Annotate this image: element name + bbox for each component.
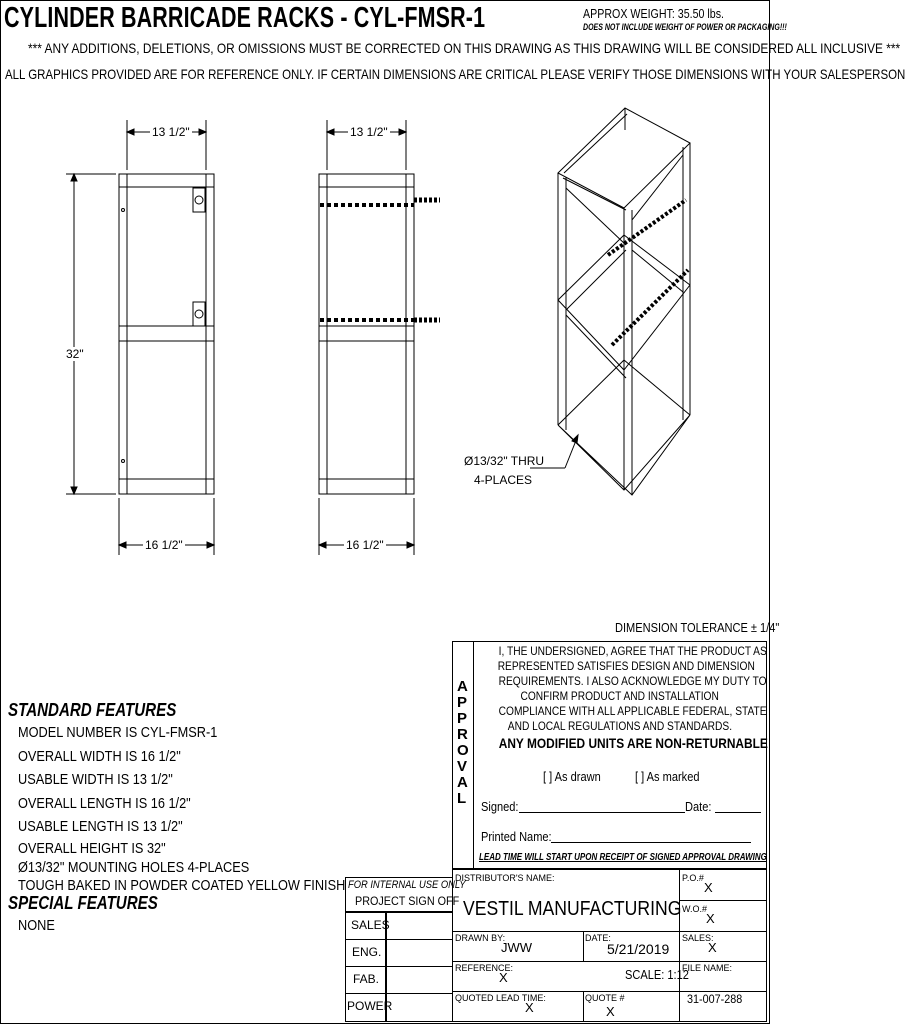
signoff-row-eng: ENG. xyxy=(352,945,382,959)
signoff-row-fab: FAB. xyxy=(353,972,380,986)
as-drawn-checkbox[interactable]: [ ] As drawn xyxy=(543,769,601,784)
approval-letter: V xyxy=(457,758,468,775)
drawn-by-label: DRAWN BY: xyxy=(455,933,506,943)
front-view xyxy=(119,174,214,494)
file-name: 31-007-288 xyxy=(687,992,743,1006)
statement-line: REPRESENTED SATISFIES DESIGN AND DIMENSION xyxy=(497,659,755,673)
wo-label: W.O.# xyxy=(682,904,708,914)
side-bottom-width-dim: 16 1/2" xyxy=(346,538,384,552)
feature-item: MODEL NUMBER IS CYL-FMSR-1 xyxy=(18,724,218,741)
standard-features-heading: STANDARD FEATURES xyxy=(8,700,177,720)
feature-item: USABLE LENGTH IS 13 1/2" xyxy=(18,818,183,835)
statement-line: AND LOCAL REGULATIONS AND STANDARDS. xyxy=(507,719,733,733)
approval-letter: L xyxy=(457,790,467,807)
front-top-width-dim: 13 1/2" xyxy=(152,125,190,139)
title-block xyxy=(452,868,767,1022)
signoff-row-power: POWER xyxy=(347,999,393,1013)
inclusive-notice: *** ANY ADDITIONS, DELETIONS, OR OMISSIONS MUST BE CORRECTED ON THIS DRAWING AS THIS DRAWING WILL BE CONSIDERED ALL INCLUSIVE *** xyxy=(28,40,901,56)
dimension-tolerance: DIMENSION TOLERANCE ± 1/4" xyxy=(615,620,780,635)
hole-callout-line1: Ø13/32" THRU xyxy=(464,454,545,468)
internal-use-label: FOR INTERNAL USE ONLY xyxy=(348,879,466,891)
reference-label: REFERENCE: xyxy=(455,963,514,973)
statement-line: I, THE UNDERSIGNED, AGREE THAT THE PRODUCT AS xyxy=(498,644,767,658)
drawing-title: CYLINDER BARRICADE RACKS - CYL-FMSR-1 xyxy=(4,2,486,34)
statement-line: REQUIREMENTS. I ALSO ACKNOWLEDGE MY DUTY TO xyxy=(498,674,767,688)
approval-letter: A xyxy=(457,774,468,791)
special-features-heading: SPECIAL FEATURES xyxy=(8,892,158,913)
scale: SCALE: 1:12 xyxy=(625,967,689,982)
approval-statement xyxy=(475,644,768,751)
distributor-name: VESTIL MANUFACTURING xyxy=(463,898,682,920)
chain-restraints xyxy=(320,200,688,345)
non-returnable-notice: ANY MODIFIED UNITS ARE NON-RETURNABLE xyxy=(498,735,768,751)
sales-label: SALES: xyxy=(682,933,714,943)
hole-callout-line2: 4-PLACES xyxy=(474,473,533,487)
feature-item: OVERALL WIDTH IS 16 1/2" xyxy=(18,747,181,765)
date-label: DATE: xyxy=(585,933,611,943)
weight-note: DOES NOT INCLUDE WEIGHT OF POWER OR PACKAGING!!! xyxy=(583,22,787,32)
as-marked-checkbox[interactable]: [ ] As marked xyxy=(635,769,700,784)
height-dim: 32" xyxy=(66,347,84,361)
signoff-row-sales: SALES xyxy=(351,918,390,932)
side-view xyxy=(319,174,414,494)
po-label: P.O.# xyxy=(682,873,704,883)
approval-side-label xyxy=(453,642,474,869)
features-list xyxy=(8,700,403,937)
file-name-label: FILE NAME: xyxy=(682,963,733,973)
approx-weight: APPROX WEIGHT: 35.50 lbs. xyxy=(583,6,725,21)
feature-item: USABLE WIDTH IS 13 1/2" xyxy=(18,771,173,788)
reference-notice: ALL GRAPHICS PROVIDED ARE FOR REFERENCE ONLY. IF CERTAIN DIMENSIONS ARE CRITICAL PLEASE VERIFY THOSE DIMENSIONS WITH YOUR SALESPERSON xyxy=(5,66,905,82)
date-label: Date: xyxy=(685,799,712,814)
quote-value: X xyxy=(606,1004,615,1019)
signoff-header xyxy=(345,877,466,913)
feature-item: OVERALL HEIGHT IS 32" xyxy=(18,839,166,857)
feature-item: TOUGH BAKED IN POWDER COATED YELLOW FINISH xyxy=(18,876,346,894)
front-bottom-width-dim: 16 1/2" xyxy=(145,538,183,552)
signoff-table xyxy=(345,911,393,1022)
distributor-label: DISTRIBUTOR'S NAME: xyxy=(455,873,555,883)
sales-value: X xyxy=(708,940,717,955)
feature-item: Ø13/32" MOUNTING HOLES 4-PLACES xyxy=(18,858,250,876)
quoted-lead-time: X xyxy=(525,1000,534,1015)
printed-name-field[interactable] xyxy=(551,842,751,843)
drawn-by: JWW xyxy=(501,940,533,955)
reference-value: X xyxy=(499,970,508,985)
printed-name-label: Printed Name: xyxy=(481,829,552,844)
signoff-initials[interactable] xyxy=(385,911,453,1022)
approval-box xyxy=(452,641,767,870)
approval-letter: A xyxy=(457,678,468,695)
signature-field[interactable] xyxy=(519,812,685,813)
drawing-date: 5/21/2019 xyxy=(607,941,670,957)
approval-letter: R xyxy=(457,726,468,743)
lead-time-notice: LEAD TIME WILL START UPON RECEIPT OF SIGNED APPROVAL DRAWING xyxy=(479,852,767,863)
wo-value: X xyxy=(706,911,715,926)
quoted-lead-time-label: QUOTED LEAD TIME: xyxy=(455,993,546,1003)
approval-letter: P xyxy=(457,710,468,727)
po-value: X xyxy=(704,880,713,895)
approval-letter: O xyxy=(457,742,469,759)
statement-line: COMPLIANCE WITH ALL APPLICABLE FEDERAL, STATE xyxy=(498,704,767,718)
quote-label: QUOTE # xyxy=(585,993,625,1003)
approval-date-field[interactable] xyxy=(715,812,761,813)
project-signoff-label: PROJECT SIGN OFF xyxy=(355,894,460,908)
signed-label: Signed: xyxy=(481,799,519,814)
statement-line: CONFIRM PRODUCT AND INSTALLATION xyxy=(520,689,720,703)
feature-item: OVERALL LENGTH IS 16 1/2" xyxy=(18,794,191,812)
special-feature-item: NONE xyxy=(18,916,55,934)
approval-letter: P xyxy=(457,694,468,711)
side-top-width-dim: 13 1/2" xyxy=(350,125,388,139)
